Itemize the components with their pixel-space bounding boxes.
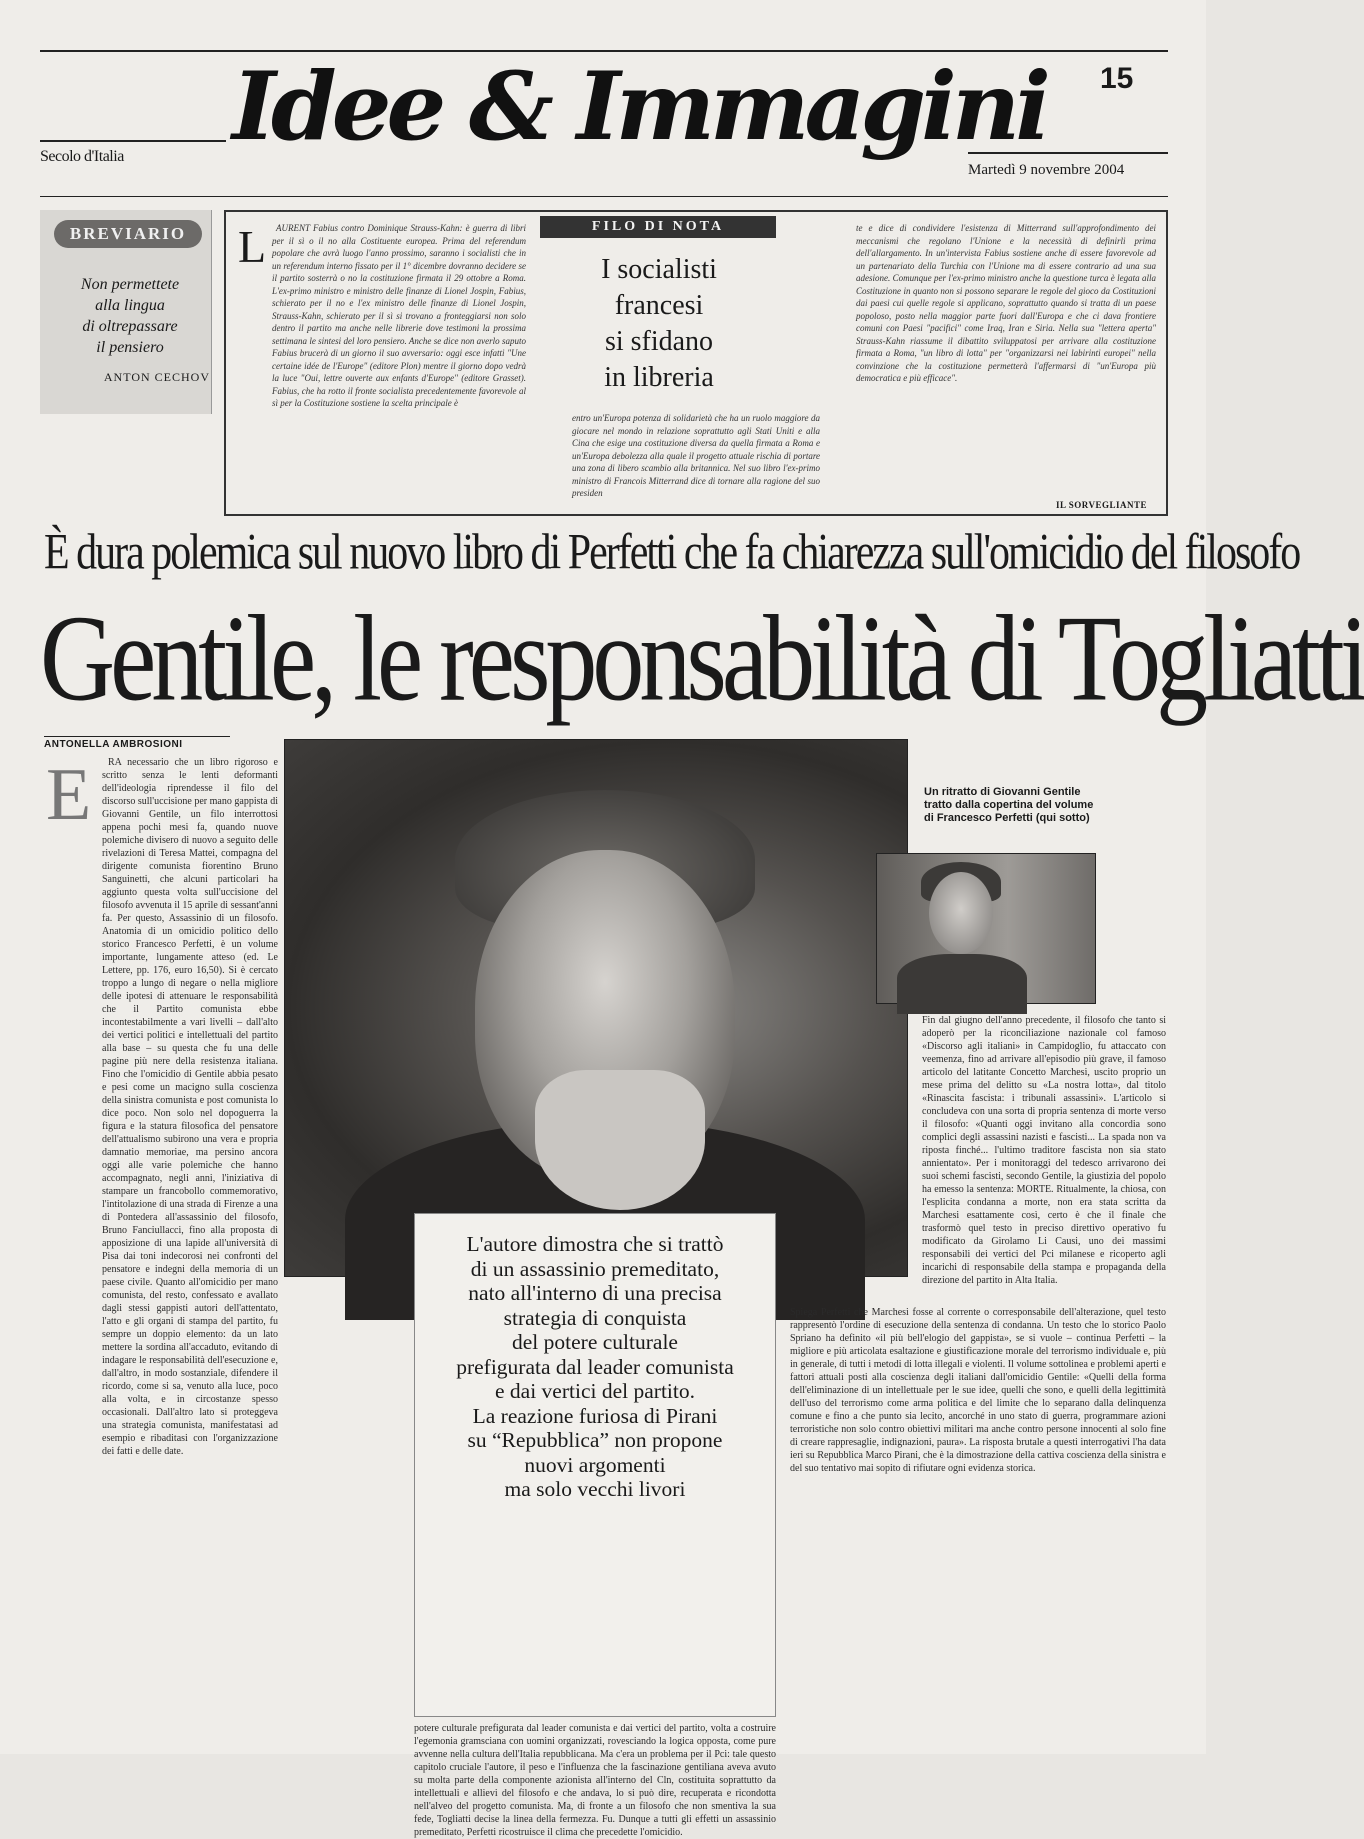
breviario-box [40, 210, 212, 414]
article-dropcap: E [46, 754, 92, 836]
breviario-quote-line: alla lingua [95, 297, 165, 314]
pull-quote-line: L'autore dimostra che si trattò [466, 1232, 724, 1256]
filo-headline-line: si sfidano [604, 326, 714, 357]
article-column-left-lower [44, 1242, 404, 1712]
breviario-badge: BREVIARIO [54, 220, 202, 248]
masthead: Secolo d'Italia [40, 148, 124, 165]
filo-di-nota-headline [556, 252, 762, 396]
article-column-bottom: potere culturale prefigurata dal leader comunista e dai vertici del partito, volta a costruire l'egemonia gramsciana con uomini organizzati, rovesciando la logica opposta, come pure avvenne nella cultura dell'Italia repubblicana. Ma c'era un problema per il Pci: tale questo capitolo cruciale l'autore, il peso e l'influenza che la fascinazione gentiliana aveva avuto su molta parte della componente azionista all'interno del Cln, costituita soprattutto da intellettuali e allievi del filosofo e che andava, lo si può dire, recuperata e ricondotta nell'alveo del progetto comunista. Ma, di fronte a un filosofo che non smentiva la sua fede, Togliatti decise la linea della fermezza. Fu. Dunque a tutti gli effetti un assassinio premeditato, Perfetti ricostruisce il clima che precedette l'omicidio. [414, 1723, 776, 1838]
pull-quote-line: nuovi argomenti [524, 1452, 666, 1477]
article-column-right-full: Spiega Perfetti che Marchesi fosse al corrente o corresponsabile dell'alterazione, quel testo rappresentò l'ordine di esecuzione della sentenza di condanna. Un testo che lo storico Paolo Spriano ha definito «il più bell'elogio del gappista», se si vuole – continua Perfetti – la migliore e più articolata esaltazione e giustificazione morale del terrorismo individuale e, più in generale, di tutti i metodi di lotta illegali e violenti. Il volume sottolinea e problemi aperti e fattori attuali posti alla coscienza degli italiani dall'omicidio Gentile: «Quelli della forma dell'eliminazione di un intellettuale per le sue idee, quelli che sono, e quelli della legittimità dell'uso del terrorismo come arma politica e del limite che lo separano dalla delinquenza comune e fino a che punto sia lecito, ancorché in uno stato di guerra, programmare azioni terroristiche non solo contro obiettivi militari ma anche contro persone innocenti al solo fine di creare rappresaglie, indignazioni, paura». La risposta brutale a questi interrogativi l'ha data ieri su Repubblica Marco Pirani, che è la dimostrazione della cattiva coscienza della sinistra e del suo tentativo mai sopito di rifiutare ogni evidenza storica. [790, 1307, 1166, 1474]
photo-caption: Un ritratto di Giovanni Gentile tratto dalla copertina del volume di Francesco Perfetti (qui sotto) [924, 786, 1094, 824]
filo-headline-line: in libreria [604, 362, 714, 393]
breviario-author: ANTON CECHOV [103, 370, 210, 384]
pull-quote-line: La reazione furiosa di Pirani [472, 1403, 718, 1428]
article-column-right: Fin dal giugno dell'anno precedente, il filosofo che tanto si adoperò per la riconciliazione nazionale col famoso «Discorso agli italiani» in Campidoglio, fu attaccato con veemenza, fino ad arrivare all'episodio più grave, il famoso articolo del latitante Concetto Marchesi, uscito proprio un mese prima del delitto su «La nostra lotta», dal titolo «Rinascita fascista: i tribunali assassini». L'articolo si concludeva con una sorta di propria sentenza di morte verso il filosofo: «Quanti oggi invitano alla concordia sono complici degli assassini nazisti e fascisti... La spada non va riposta finché... l'ultimo traditore fascista non sia stato annientato». Per i monitoraggi del tedesco arrivarono dei suoi schemi fascisti, secondo Gentile, la giustizia del popolo ha emesso la sentenza: MORTE. Ritualmente, la chiosa, con l'esplicita condanna a morte, non era stata scritta da Marchesi esattamente così, certo è che il finale che trasformò quel testo in preciso direttivo operativo fu modificato da Girolamo Li Causi, uno dei massimi responsabili dei vertici del Pci milanese e ricoperto agli incarichi di responsabile della stampa e propaganda della direzione del partito in Alta Italia. [922, 1015, 1166, 1286]
pull-quote-line: del potere culturale [512, 1330, 678, 1354]
gentile-portrait-photo [284, 739, 908, 1277]
filo-column-2: entro un'Europa potenza di solidarietà che ha un ruolo maggiore da giocare nel mondo in relazione soprattutto agli Stati Uniti e alla Cina che esige una costituzione diversa da quella firmata a Roma e un'Europa debolezza alla quale il progetto attuale rischia di portare una zona di libero scambio alla britannica. Nel suo libro l'ex-primo ministro di Francois Mitterrand dice di tornare alla ragione del suo presiden [572, 413, 820, 498]
perfetti-photo [876, 853, 1096, 1004]
breviario-quote-line: Non permettete [80, 276, 180, 293]
section-title: Idee & Immagini [232, 52, 1046, 162]
header-rule-bottom [40, 196, 1168, 197]
filo-dropcap: L [238, 221, 267, 272]
breviario-quote-line: di oltrepassare [82, 318, 178, 335]
photo-small-body-shape [897, 954, 1027, 1014]
breviario-quote-line: il pensiero [96, 339, 164, 356]
filo-di-nota-label: FILO DI NOTA [540, 216, 776, 238]
photo-small-head-shape [929, 872, 993, 954]
filo-headline-line: I socialisti francesi [601, 254, 717, 321]
pull-quote-line: nato all'interno di una precisa [468, 1281, 722, 1305]
page-number: 15 [1100, 62, 1134, 95]
pull-quote-line: di un assassinio premeditato, [470, 1256, 720, 1281]
pull-quote-line: strategia di conquista [503, 1305, 687, 1330]
photo-beard-shape [535, 1070, 705, 1210]
article-headline: Gentile, le responsabilità di Togliatti [40, 590, 1364, 727]
pull-quote-line: ma solo vecchi livori [504, 1477, 686, 1501]
pull-quote-line: prefigurata dal leader comunista [456, 1354, 734, 1379]
pull-quote-box [414, 1213, 776, 1717]
pull-quote-line: su “Repubblica” non propone [467, 1428, 723, 1452]
header-rule-left [40, 140, 226, 142]
filo-column-1: AURENT Fabius contro Dominique Strauss-Kahn: è guerra di libri per il sì o il no alla Costituente europea. Prima del referendum popolare che avrà luogo l'anno prossimo, saranno i socialisti che in un referendum interno fissato per il 1° dicembre dovranno decidere se il partito sosterrà o no la costituzione firmata il 29 ottobre a Roma. L'ex-primo ministro e ministro delle finanze di Lionel Jospin, Fabius, schierato per il no e l'ex ministro delle finanze di Lionel Jospin, Strauss-Kahn, schierato per il sì si trovano a fronteggiarsi non solo dentro il partito ma anche nelle librerie dove testimoni la prossima settimana le sintesi del loro pensiero. Anche se dice non averlo saputo Fabius brucerà di un giorno il suo avversario: oggi esce infatti "Une certaine idée de l'Europe" (editore Plon) mentre il giorno dopo vedrà la luce "Oui, lettre ouverte aux enfants d'Europe" (editore Grasset). Fabius, che ha rotto il fronte socialista precedentemente favorevole al sì per la Costituzione sostiene la scelta principale è [272, 223, 526, 408]
breviario-quote [52, 274, 208, 358]
article-byline: ANTONELLA AMBROSIONI [44, 736, 230, 750]
filo-column-3: te e dice di condividere l'esistenza di Mitterrand sull'approfondimento dei meccanismi che regolano l'Unione e la necessità di definirli prima dell'allargamento. In un'intervista Fabius sostiene anche di essere favorevole ad un partenariato della Turchia con l'Unione ma di essere contrario ad una sua adesione. Comunque per l'ex-primo ministro anche la questione turca è legata alla Costituzione in quanto non si possono separare le regole del gioco da Costituzioni dai paesi cui quelle regole si applicano, soprattutto quando si tratta di un paese popoloso, posto nella maggior parte fuori dall'Europa e che ci dava frontiere comuni con Paesi "pacifici" come Iraq, Iran e Siria. Nella sua "lettera aperta" Strauss-Kahn riassume il dibattito sviluppatosi per arrivare alla costituzione firmata a Roma, "un libro di lotta" per "organizzarsi nei labirinti europei" nella convinzione che la costituzione permetterà l'affermarsi di "un'Europa più democratica e più efficace". [856, 223, 1156, 383]
filo-signature: IL SORVEGLIANTE [1056, 500, 1147, 510]
article-kicker: È dura polemica sul nuovo libro di Perfetti che fa chiarezza sull'omicidio del filosofo [44, 525, 1300, 581]
pull-quote-line: e dai vertici del partito. [495, 1379, 695, 1403]
article-column-left: RA necessario che un libro rigoroso e scritto senza le lenti deformanti dell'ideologia riprendesse il filo del discorso sull'uccisione per mano gappista di Giovanni Gentile, un filo interrottosi appena pochi mesi fa, quando nuove polemiche divisero di nuovo a seguito delle rivelazioni di Teresa Mattei, compagna del dirigente comunista fiorentino Bruno Sanguinetti, che alcuni particolari ha aggiunto questa volta sull'uccisione del filosofo avvenuta il 15 aprile di sessant'anni fa. Per questo, Assassinio di un filosofo. Anatomia di un omicidio politico dello storico Francesco Perfetti, è un volume importante, lungamente atteso (ed. Le Lettere, pp. 176, euro 16,50). Si è cercato troppo a lungo di negare o nella migliore delle ipotesi di attenuare le responsabilità che il Partito comunista ebbe incontestabilmente a vari livelli – dall'alto dei vertici politici e intellettuali del partito alla base – su questa che fu una delle pagine più nere della resistenza italiana. Fino che l'omicidio di Gentile abbia pesato e pesi come un macigno sulla coscienza della sinistra comunista e post comunista lo dice poco. Non solo nel dopoguerra la figura e la statura filosofica del pensatore dell'attualismo subirono una vera e propria damnatio memoriae, ma persino ancora oggi alle varie polemiche che hanno accompagnato, negli anni, l'iniziativa di stampare un francobollo commemorativo, l'intitolazione di una strada di Firenze a una di Pontedera all'assassinio del filosofo, Bruno Fanciullacci, fino alla proposta di apposizione di una lapide all'università di Pisa dai toni indecorosi nei confronti del pensatore e indegni della memoria di un paese civile. Quanto all'omicidio per mano comunista, del resto, confessato e avallato dagli stessi gappisti autori dell'attentato, l'atto e gli organi di stampa del partito, fu sempre un doppio elemento: da un lato mettere la sordina all'accaduto, evitando di indagare le responsabilità dell'esecuzione e, dall'altro, in modo sostanziale, difendere il ricordo, come si sa, venuto alla luce, poco alla volta, e in circostanze spesso occasionali. Dall'altro lato si proteggeva una strategia comunista, manifestatasi ad esempio e ribaditasi con l'organizzazione dei fatti e delle date. [102, 757, 278, 1457]
filo-column-1-cont [238, 262, 528, 510]
article-column-left-cont [44, 826, 278, 1238]
issue-date: Martedì 9 novembre 2004 [968, 162, 1125, 178]
